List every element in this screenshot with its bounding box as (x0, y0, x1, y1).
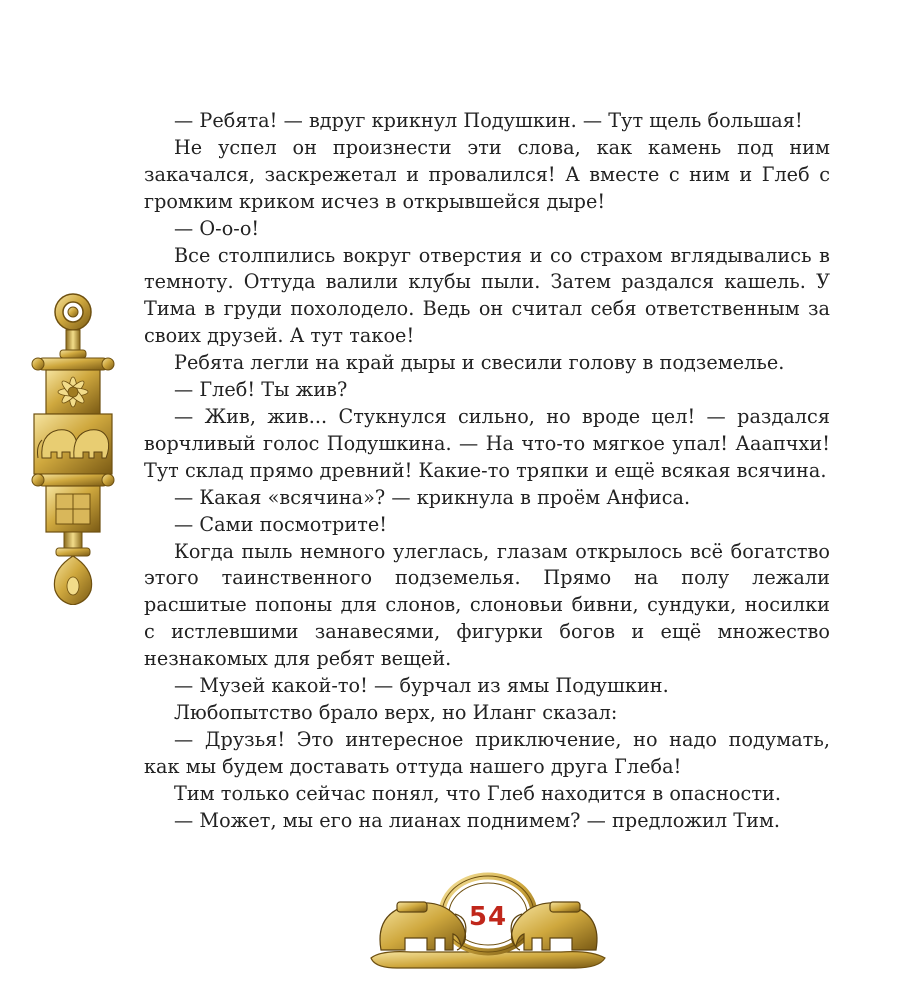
paragraph: — Сами посмотрите! (174, 512, 388, 536)
gold-elephant-pillar-ornament (30, 290, 116, 605)
paragraph: — Друзья! Это интересное приключение, но надо подумать, как мы будем доставать оттуда нашего друга Глеба! (144, 727, 830, 778)
paragraph: — Ребята! — вдруг крикнул Подушкин. — Тут щель большая! (174, 109, 803, 132)
paragraph: Любопытство брало верх, но Иланг сказал: (174, 700, 618, 724)
paragraph: — О-о-о! (174, 216, 260, 240)
paragraph: Тим только сейчас понял, что Глеб находится в опасности. (174, 781, 781, 805)
paragraph: — Может, мы его на лианах поднимем? — предложил Тим. (174, 808, 781, 832)
story-text (144, 108, 830, 834)
paragraph: Все столпились вокруг отверстия и со страхом вглядывались в темноту. Оттуда валили клубы пыли. Затем раздался кашель. У Тима в груди похолодело. Ведь он считал себя ответственным за своих друзей. А тут такое! (144, 243, 830, 348)
page-number: 54 (468, 902, 508, 932)
paragraph: — Глеб! Ты жив? (174, 378, 348, 402)
paragraph: — Музей какой-то! — бурчал из ямы Подушкин. (174, 674, 669, 698)
paragraph: — Какая «всячина»? — крикнула в проём Анфиса. (174, 485, 691, 509)
paragraph: Ребята легли на край дыры и свесили голову в подземелье. (174, 351, 785, 375)
paragraph: — Жив, жив... Стукнулся сильно, но вроде цел! — раздался ворчливый голос Подушкина. — На что-то мягкое упал! Ааапчхи! Тут склад прямо древний! Какие-то тряпки и ещё всякая всячина. (144, 404, 830, 482)
paragraph: Не успел он произнести эти слова, как камень под ним закачался, заскрежетал и провалился! А вместе с ним и Глеб с громким криком исчез в открывшейся дыре! (144, 135, 830, 213)
paragraph: Когда пыль немного улеглась, глазам открылось всё богатство этого таинственного подземелья. Прямо на полу лежали расшитые попоны для слонов, слоновьи бивни, сундуки, носилки с истлевшими занавесями, фигурки богов и ещё множество незнакомых для ребят вещей. (144, 539, 830, 671)
